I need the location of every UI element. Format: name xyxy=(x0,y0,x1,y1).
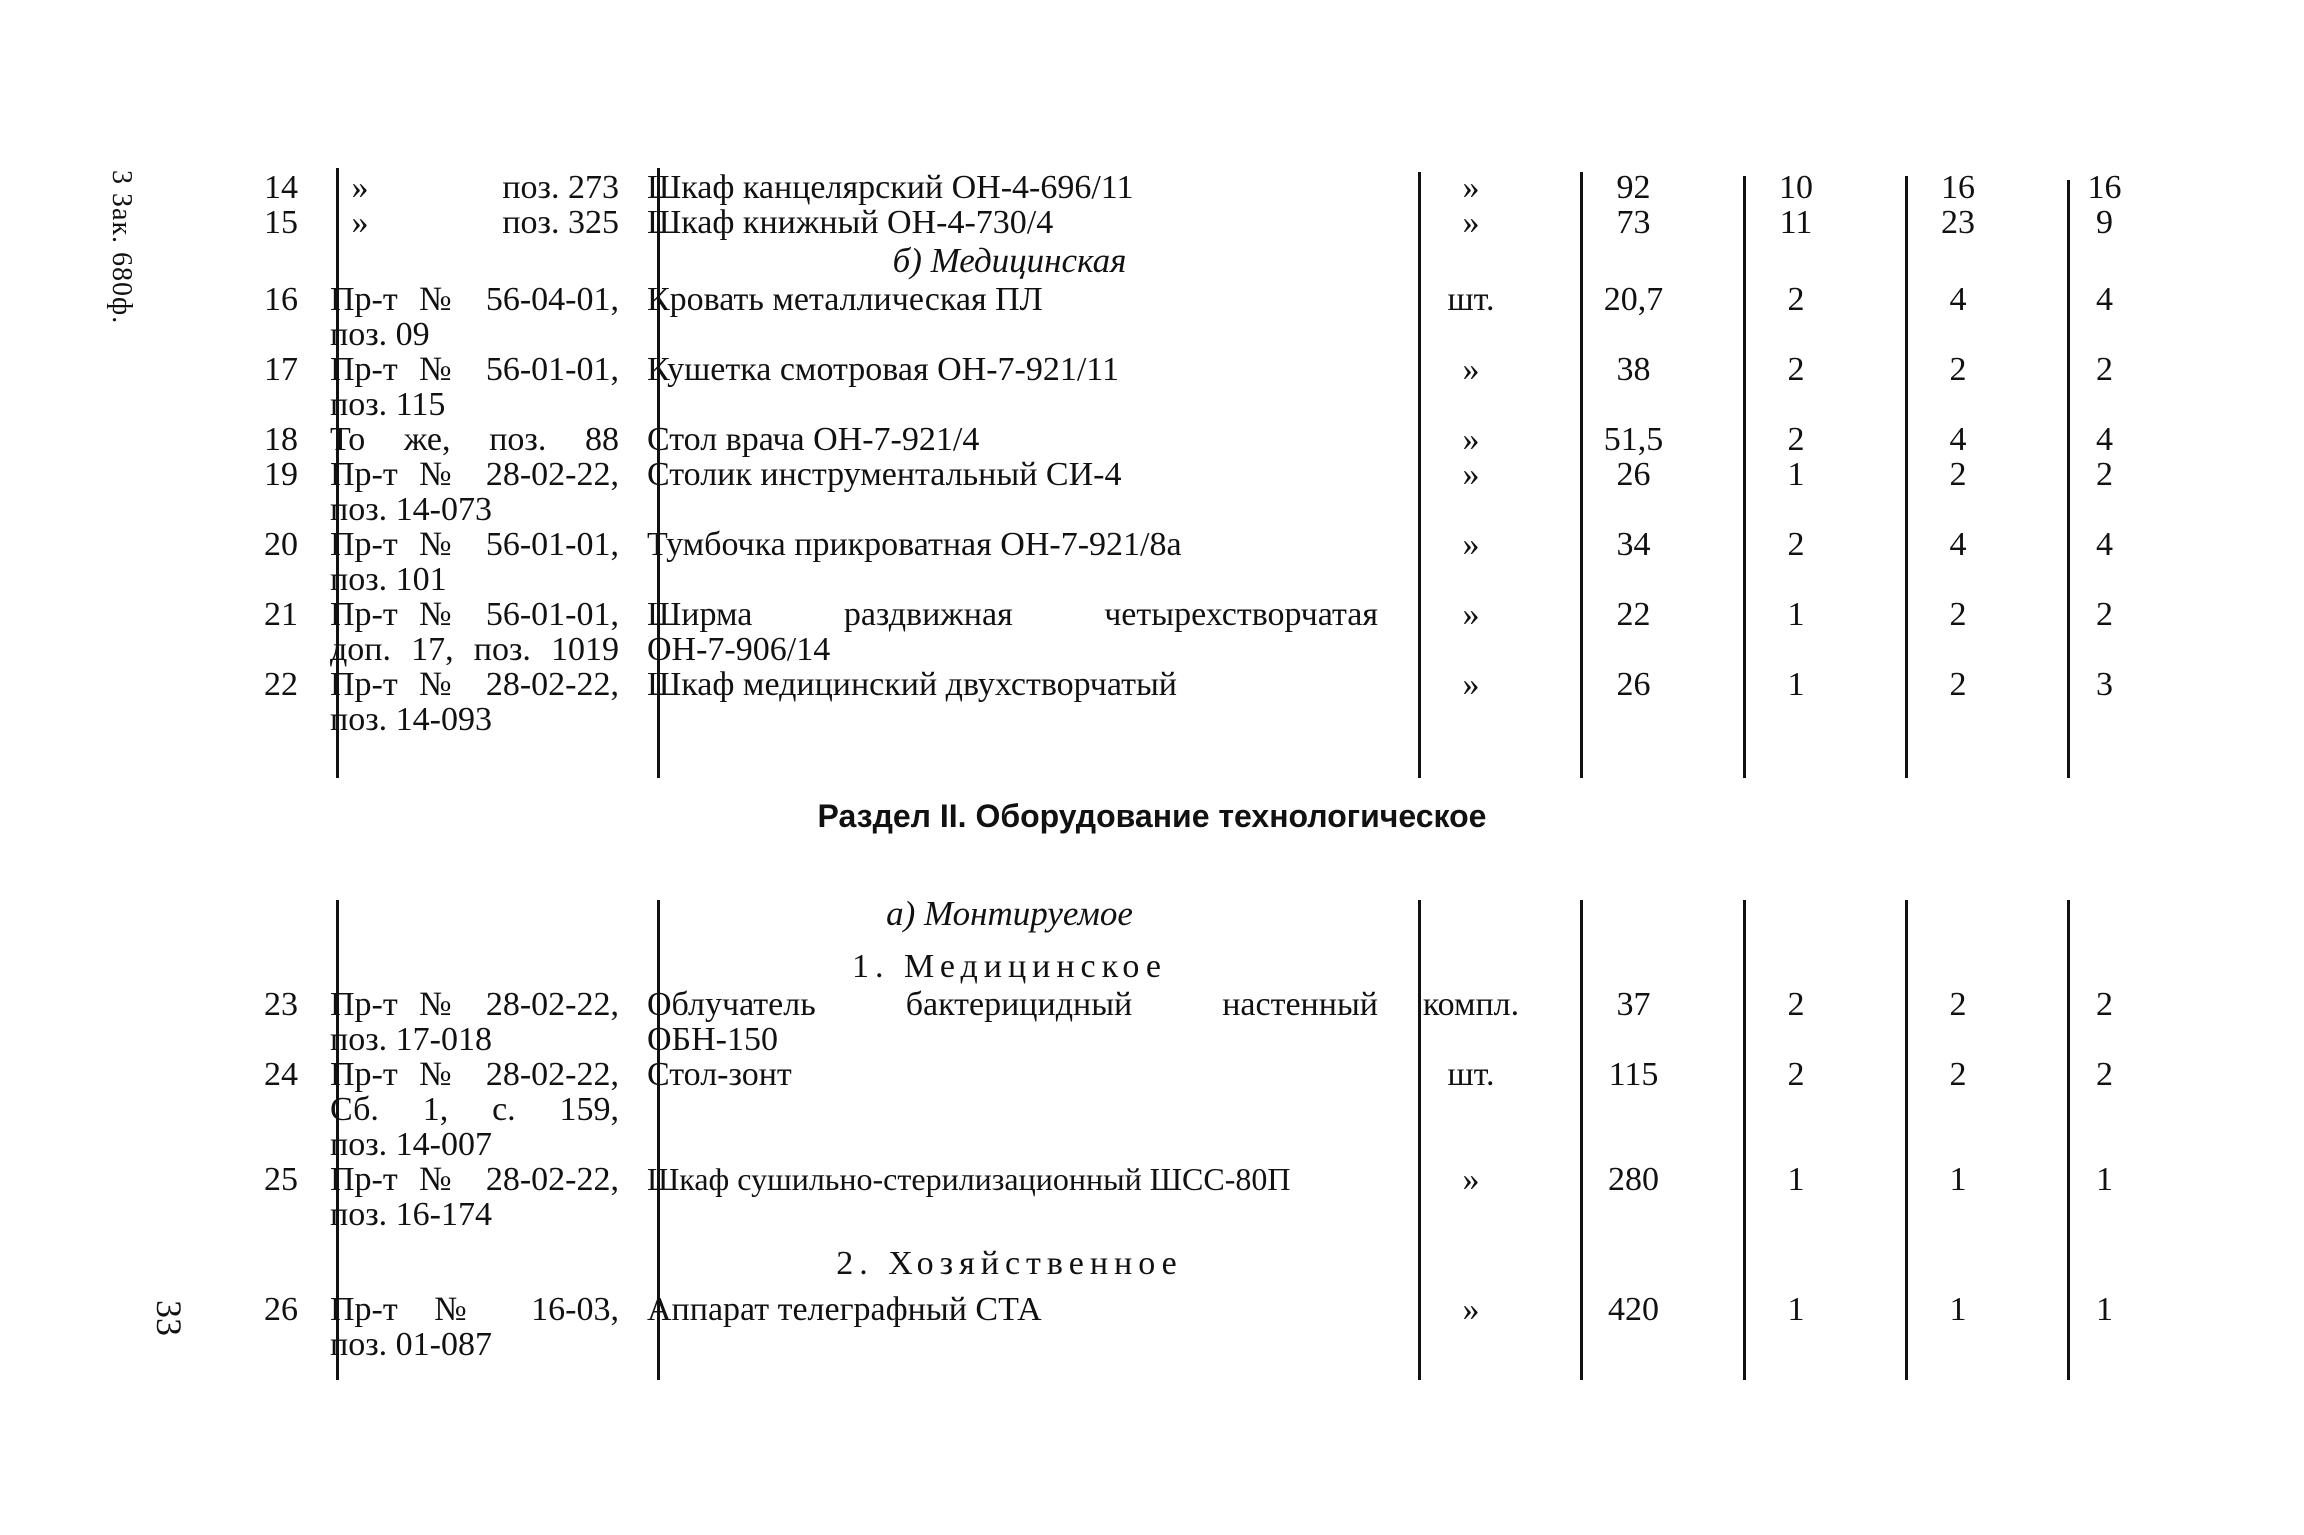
row-number: 23 xyxy=(264,986,298,1023)
value-3: 2 xyxy=(1949,986,1967,1023)
source-line: Пр-т № 56-01-01, xyxy=(330,596,619,633)
source-reference xyxy=(308,170,629,205)
table-row xyxy=(190,1284,2170,1362)
value-3: 4 xyxy=(1949,526,1967,563)
unit: шт. xyxy=(1447,281,1495,318)
row-number: 20 xyxy=(264,526,298,563)
value-1: 38 xyxy=(1616,351,1651,388)
source-line: поз. 14-073 xyxy=(330,491,492,528)
value-3: 2 xyxy=(1949,666,1967,703)
source-line: доп. 17, поз. 1019 xyxy=(330,631,619,668)
row-number: 22 xyxy=(264,666,298,703)
value-2: 1 xyxy=(1787,596,1805,633)
source-line: поз. 09 xyxy=(330,316,430,353)
unit: » xyxy=(1462,1161,1480,1198)
unit: » xyxy=(1462,456,1480,493)
value-2: 1 xyxy=(1787,456,1805,493)
category-row xyxy=(190,1232,2170,1284)
value-3: 2 xyxy=(1949,351,1967,388)
subsection-row xyxy=(190,240,2170,282)
unit: » xyxy=(1462,351,1480,388)
table-row xyxy=(190,597,2170,667)
category-title: 1. Медицинское xyxy=(852,948,1167,985)
table1 xyxy=(190,170,2170,737)
value-1: 26 xyxy=(1616,456,1651,493)
value-3: 2 xyxy=(1949,1056,1967,1093)
item-name: Шкаф медицинский двухстворчатый xyxy=(647,666,1178,703)
item-name: Шкаф книжный ОН-4-730/4 xyxy=(647,204,1054,241)
source-line: поз. 14-093 xyxy=(330,701,492,738)
ditto-mark: » xyxy=(351,204,369,241)
value-4: 1 xyxy=(2096,1161,2113,1198)
unit: » xyxy=(1462,666,1480,703)
row-number: 26 xyxy=(264,1291,298,1328)
value-4: 1 xyxy=(2096,1291,2113,1328)
table-row xyxy=(190,457,2170,527)
source-line: Пр-т № 56-01-01, xyxy=(330,351,619,388)
value-3: 1 xyxy=(1949,1291,1967,1328)
category-row xyxy=(190,935,2170,987)
table2 xyxy=(190,893,2170,1362)
row-number: 17 xyxy=(264,351,298,388)
item-name: Стол-зонт xyxy=(647,1056,792,1093)
row-number: 25 xyxy=(264,1161,298,1198)
value-3: 4 xyxy=(1949,281,1967,318)
table-row xyxy=(190,1162,2170,1232)
source-line: Пр-т № 56-01-01, xyxy=(330,526,619,563)
value-1: 420 xyxy=(1608,1291,1659,1328)
row-number: 21 xyxy=(264,596,298,633)
unit: » xyxy=(1462,526,1480,563)
source-reference xyxy=(308,597,629,667)
value-3: 4 xyxy=(1949,421,1967,458)
source-line: поз. 01-087 xyxy=(330,1326,492,1363)
source-reference xyxy=(308,1284,629,1362)
table-row xyxy=(190,527,2170,597)
value-2: 1 xyxy=(1787,1161,1805,1198)
value-2: 2 xyxy=(1787,281,1805,318)
unit: » xyxy=(1462,596,1480,633)
value-1: 22 xyxy=(1616,596,1651,633)
table-row xyxy=(190,170,2170,205)
table-row xyxy=(190,1057,2170,1162)
source-reference xyxy=(308,1162,629,1232)
value-4: 4 xyxy=(2096,526,2113,563)
source-reference xyxy=(308,527,629,597)
source-reference xyxy=(308,667,629,737)
item-name-line: Облучатель бактерицидный настенный xyxy=(647,986,1378,1023)
source-line: Пр-т № 16-03, xyxy=(330,1291,619,1328)
value-2: 2 xyxy=(1787,986,1805,1023)
value-3: 2 xyxy=(1949,596,1967,633)
value-3: 1 xyxy=(1949,1161,1967,1198)
item-name: Столик инструментальный СИ-4 xyxy=(647,456,1122,493)
position-ref: поз. 325 xyxy=(502,204,619,241)
value-4: 9 xyxy=(2096,204,2113,241)
row-number: 14 xyxy=(264,169,298,206)
item-name: Аппарат телеграфный СТА xyxy=(647,1291,1042,1328)
value-3: 23 xyxy=(1941,204,1975,241)
source-reference xyxy=(308,205,629,240)
row-number: 24 xyxy=(264,1056,298,1093)
source-line: поз. 16-174 xyxy=(330,1196,492,1233)
source-line: Пр-т № 28-02-22, xyxy=(330,1161,619,1198)
value-4: 4 xyxy=(2096,281,2113,318)
order-note: 3 Зак. 680ф. xyxy=(106,170,137,325)
item-name: Шкаф сушильно-стерилизационный ШСС-80П xyxy=(647,1161,1291,1197)
value-2: 2 xyxy=(1787,1056,1805,1093)
item-name: Тумбочка прикроватная ОН-7-921/8а xyxy=(647,526,1182,563)
source-line: Пр-т № 28-02-22, xyxy=(330,986,619,1023)
unit: » xyxy=(1462,169,1480,206)
table-row xyxy=(190,422,2170,457)
value-1: 34 xyxy=(1616,526,1651,563)
value-3: 2 xyxy=(1949,456,1967,493)
section-heading: Раздел II. Оборудование технологическое xyxy=(817,798,1487,834)
value-3: 16 xyxy=(1941,169,1975,206)
value-1: 51,5 xyxy=(1603,421,1664,458)
source-reference xyxy=(308,987,629,1057)
row-number: 16 xyxy=(264,281,298,318)
value-1: 20,7 xyxy=(1603,281,1664,318)
source-line: Пр-т № 28-02-22, xyxy=(330,456,619,493)
value-4: 2 xyxy=(2096,456,2113,493)
source-line: поз. 14-007 xyxy=(330,1126,492,1163)
subsection-row xyxy=(190,893,2170,935)
item-name-line: ОН-7-906/14 xyxy=(647,631,831,668)
item-name: Стол врача ОН-7-921/4 xyxy=(647,421,980,458)
table-row xyxy=(190,282,2170,352)
unit: шт. xyxy=(1447,1056,1495,1093)
source-reference: То же, поз. 88 xyxy=(330,421,619,458)
value-4: 3 xyxy=(2096,666,2113,703)
source-reference xyxy=(308,282,629,352)
value-1: 37 xyxy=(1616,986,1651,1023)
page-number: 33 xyxy=(149,1300,189,1336)
source-line: Пр-т № 28-02-22, xyxy=(330,1056,619,1093)
value-4: 2 xyxy=(2096,1056,2113,1093)
item-name: Шкаф канцелярский ОН-4-696/11 xyxy=(647,169,1134,206)
source-line: поз. 115 xyxy=(330,386,446,423)
row-number: 18 xyxy=(264,421,298,458)
table-row xyxy=(190,667,2170,737)
unit: компл. xyxy=(1422,986,1520,1023)
value-4: 2 xyxy=(2096,596,2113,633)
item-name xyxy=(629,987,1390,1057)
unit: » xyxy=(1462,204,1480,241)
source-line: поз. 17-018 xyxy=(330,1021,492,1058)
source-reference xyxy=(308,1057,629,1162)
source-line: Сб. 1, с. 159, xyxy=(330,1091,619,1128)
source-line: поз. 101 xyxy=(330,561,447,598)
source-reference xyxy=(308,457,629,527)
value-4: 16 xyxy=(2087,169,2122,206)
row-number: 15 xyxy=(264,204,298,241)
unit: » xyxy=(1462,421,1480,458)
value-2: 10 xyxy=(1779,169,1813,206)
value-4: 4 xyxy=(2096,421,2113,458)
value-2: 2 xyxy=(1787,526,1805,563)
table-row xyxy=(190,352,2170,422)
value-4: 2 xyxy=(2096,351,2113,388)
value-1: 26 xyxy=(1616,666,1651,703)
value-1: 73 xyxy=(1616,204,1651,241)
value-1: 115 xyxy=(1608,1056,1659,1093)
value-2: 11 xyxy=(1779,204,1813,241)
value-1: 280 xyxy=(1608,1161,1659,1198)
value-2: 2 xyxy=(1787,351,1805,388)
ditto-mark: » xyxy=(351,169,369,206)
item-name: Кушетка смотровая ОН-7-921/11 xyxy=(647,351,1120,388)
table-row xyxy=(190,987,2170,1057)
value-4: 2 xyxy=(2096,986,2113,1023)
position-ref: поз. 273 xyxy=(502,169,619,206)
row-number: 19 xyxy=(264,456,298,493)
value-1: 92 xyxy=(1616,169,1651,206)
value-2: 2 xyxy=(1787,421,1805,458)
item-name-line: Ширма раздвижная четырехстворчатая xyxy=(647,596,1378,633)
item-name xyxy=(629,597,1390,667)
table-row xyxy=(190,205,2170,240)
item-name-line: ОБН-150 xyxy=(647,1021,778,1058)
value-2: 1 xyxy=(1787,1291,1805,1328)
item-name: Кровать металлическая ПЛ xyxy=(647,281,1043,318)
source-line: Пр-т № 28-02-22, xyxy=(330,666,619,703)
unit: » xyxy=(1462,1291,1480,1328)
category-title: 2. Хозяйственное xyxy=(836,1245,1183,1282)
subsection-title: б) Медицинская xyxy=(892,241,1127,280)
subsection-title: а) Монтируемое xyxy=(886,894,1133,933)
value-2: 1 xyxy=(1787,666,1805,703)
source-reference xyxy=(308,352,629,422)
source-line: Пр-т № 56-04-01, xyxy=(330,281,619,318)
